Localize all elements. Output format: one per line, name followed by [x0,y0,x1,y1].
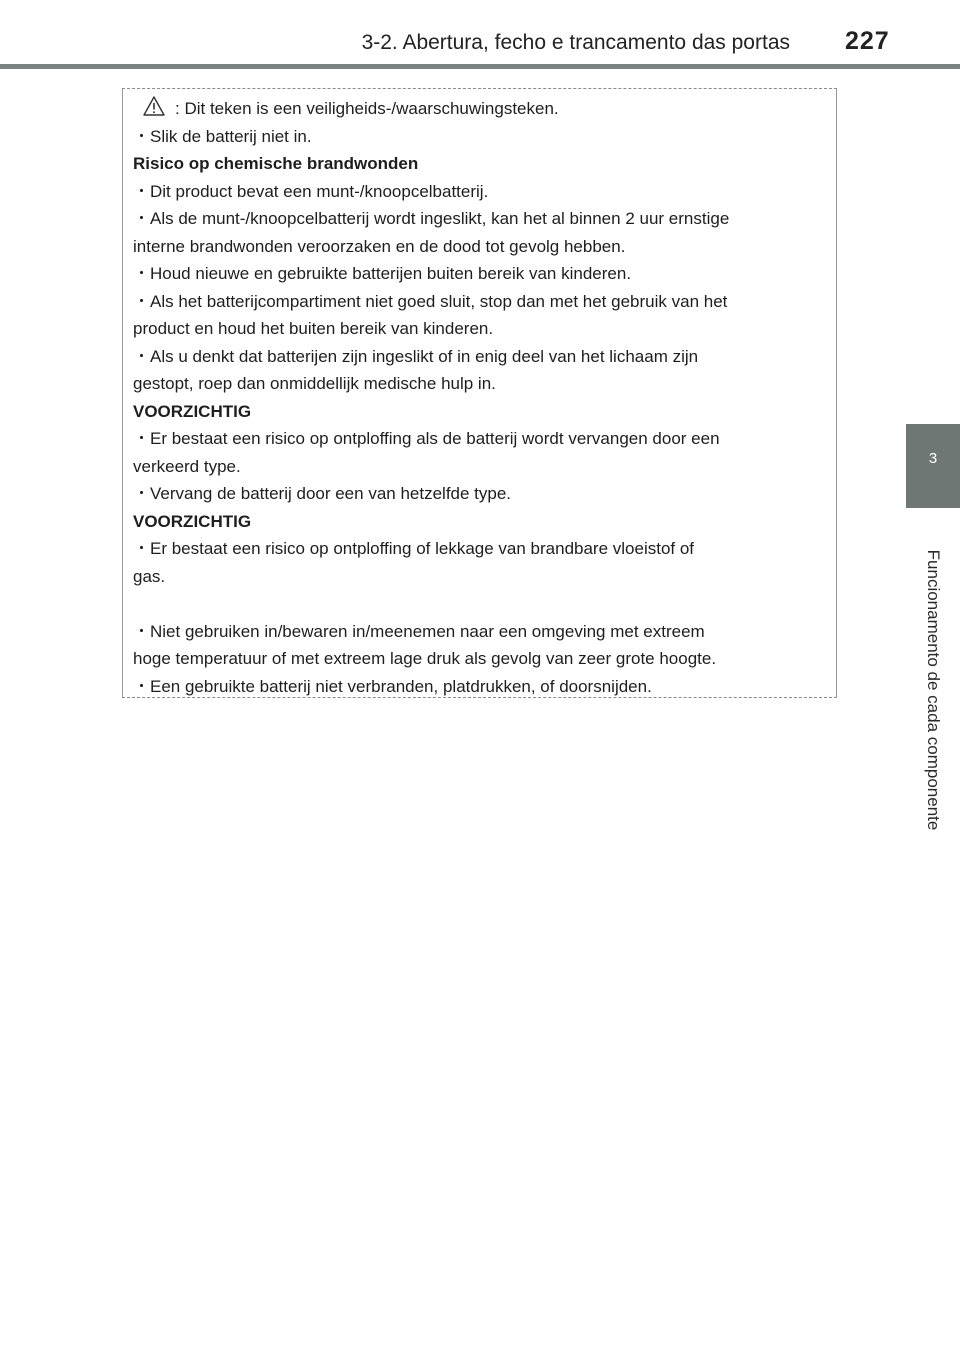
chapter-title: Funcionamento de cada componente [924,549,943,831]
caution-bullet: ・Niet gebruiken in/bewaren in/meenemen naar een omgeving met extreem [133,621,705,641]
caution-bullet: ・Dit product bevat een munt-/knoopcelbatterij. [133,181,489,201]
caution-continuation: hoge temperatuur of met extreem lage druk als gevolg van zeer grote hoogte. [133,649,717,668]
caution-bullet: ・Als u denkt dat batterijen zijn ingeslikt of in enig deel van het lichaam zijn [133,346,699,366]
caution-continuation: gas. [133,566,166,586]
header-rule [0,64,960,69]
caution-bullet: ・Een gebruikte batterij niet verbranden, platdrukken, of doorsnijden. [133,676,652,696]
caution-continuation: gestopt, roep dan onmiddellijk medische hulp in. [133,374,496,393]
caution-text [133,95,823,700]
caution-bullet: ・Er bestaat een risico op ontploffing als de batterij wordt vervangen door een [133,429,720,448]
caution-heading: VOORZICHTIG [133,401,252,421]
page-number: 227 [845,27,890,55]
caution-heading: VOORZICHTIG [133,511,252,531]
warning-triangle-icon [143,96,165,116]
caution-bullet: ・Slik de batterij niet in. [133,126,312,146]
caution-bullet: ・Er bestaat een risico op ontploffing of lekkage van brandbare vloeistof of [133,539,695,558]
caution-bullet: ・Als de munt-/knoopcelbatterij wordt ingeslikt, kan het al binnen 2 uur ernstige [133,209,730,228]
caution-bullet: ・Houd nieuwe en gebruikte batterijen buiten bereik van kinderen. [133,264,632,283]
section-title: 3-2. Abertura, fecho e trancamento das portas [361,31,790,54]
caution-box [122,88,837,698]
chapter-number: 3 [928,450,938,467]
caution-continuation: product en houd het buiten bereik van kinderen. [133,319,494,338]
caution-continuation: interne brandwonden veroorzaken en de dood tot gevolg hebben. [133,236,626,256]
symbol-note: : Dit teken is een veiligheids-/waarschuwingsteken. [175,99,559,118]
chapter-tab [906,424,960,508]
caution-heading: Risico op chemische brandwonden [133,154,419,173]
caution-continuation: verkeerd type. [133,456,241,476]
blank-line [133,590,823,618]
caution-bullet: ・Vervang de batterij door een van hetzelfde type. [133,484,512,503]
symbol-note-line [133,95,823,123]
caution-bullet: ・Als het batterijcompartiment niet goed sluit, stop dan met het gebruik van het [133,291,728,311]
